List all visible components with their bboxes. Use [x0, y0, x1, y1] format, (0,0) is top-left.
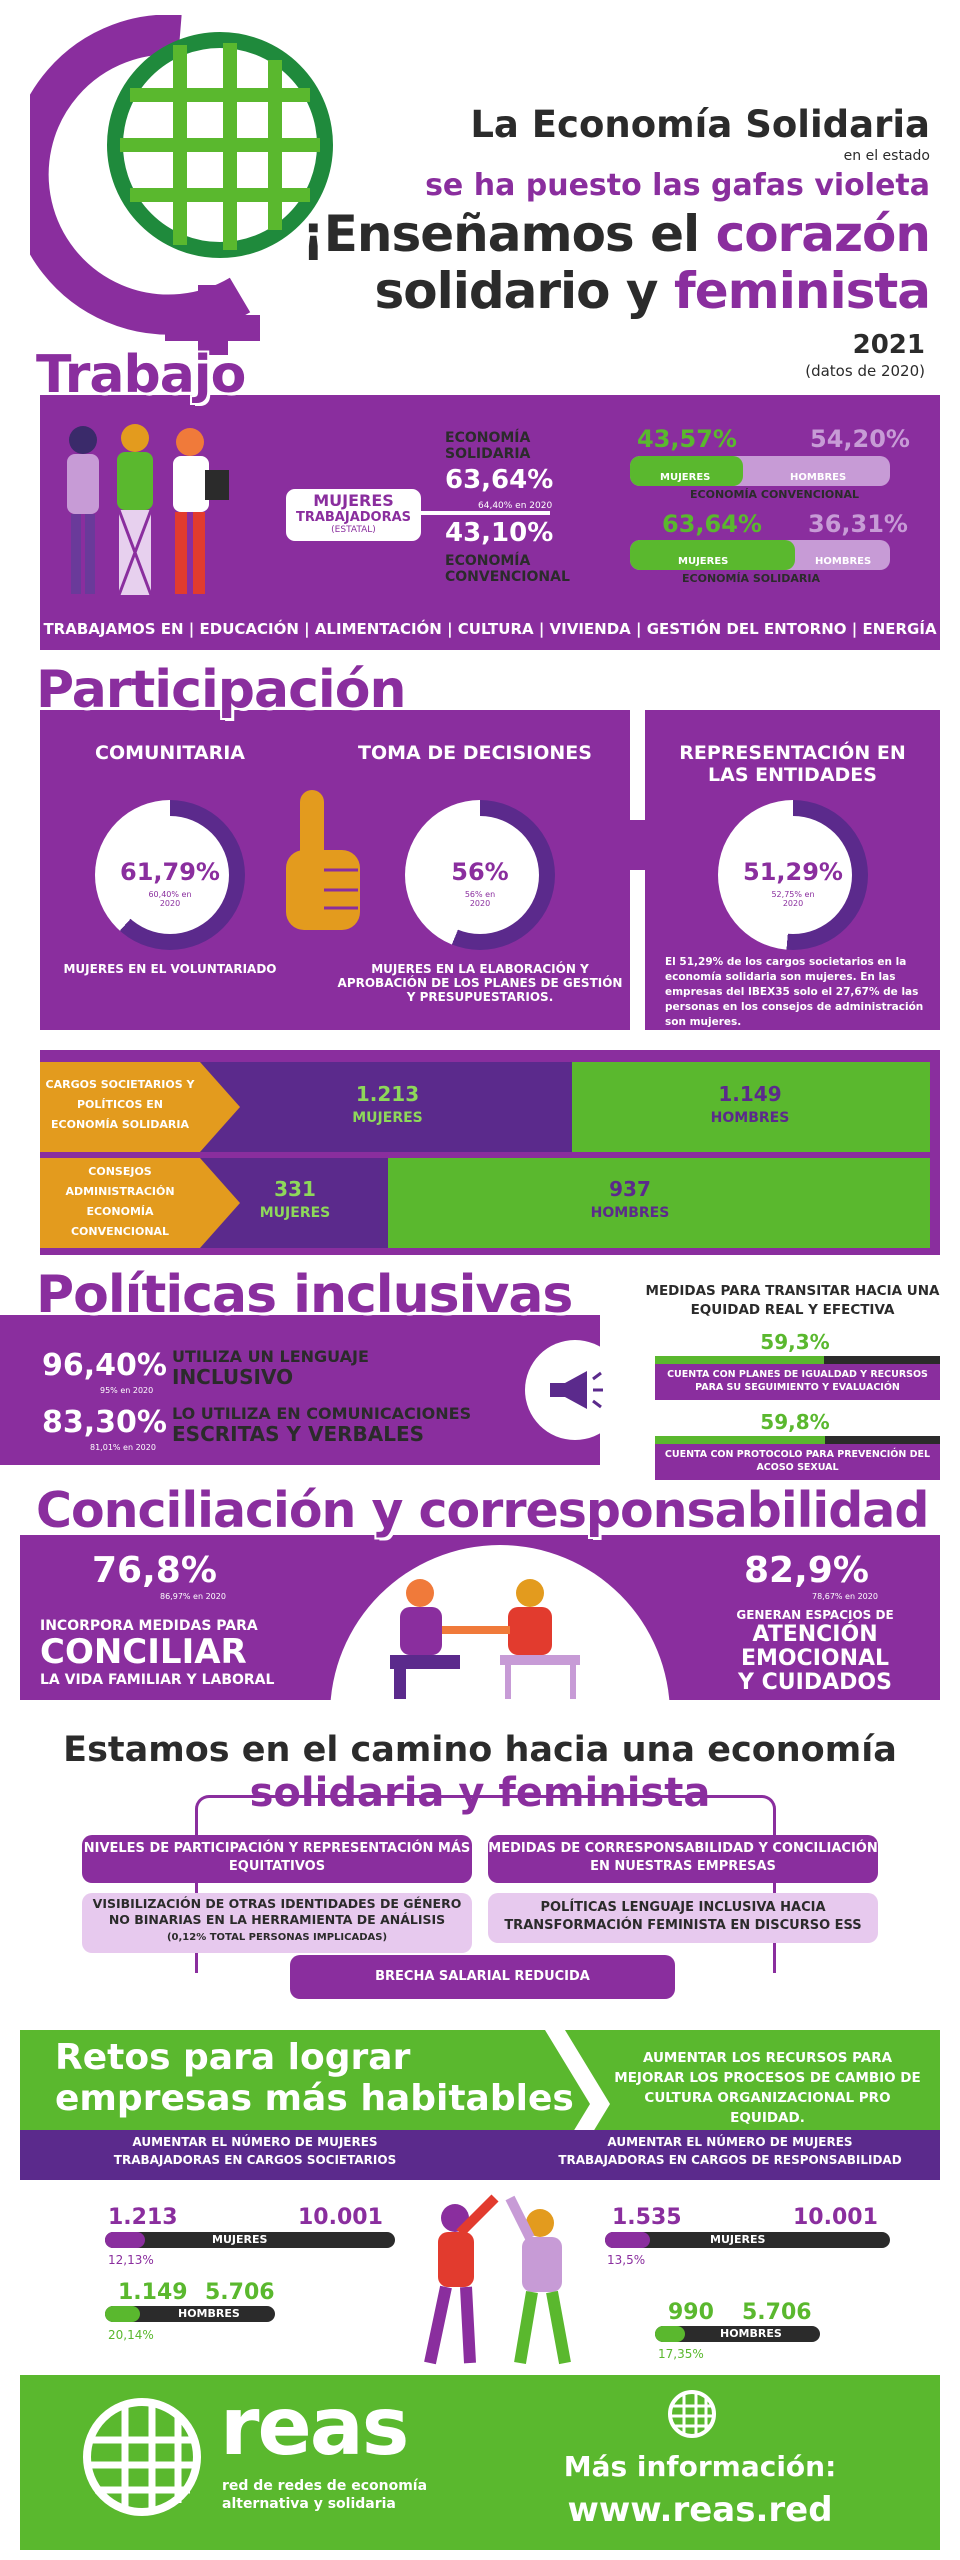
camino-box5: BRECHA SALARIAL REDUCIDA: [290, 1955, 675, 1999]
representacion-title: REPRESENTACIÓN EN LAS ENTIDADES: [679, 742, 906, 786]
conv-women-value: 43,57%: [637, 425, 737, 453]
toma-caption: MUJERES EN LA ELABORACIÓN Y APROBACIÓN DE LOS PLANES DE GESTIÓN Y PRESUPUESTARIOS.: [337, 962, 623, 1004]
retos-right-bar-text: AUMENTAR EL NÚMERO DE MUJERES TRABAJADORAS EN CARGOS DE RESPONSABILIDAD: [558, 2135, 902, 2167]
header-line3: ¡Enseñamos el corazón: [301, 205, 930, 263]
measures-title: MEDIDAS PARA TRANSITAR HACIA UNA EQUIDAD REAL Y EFECTIVA: [645, 1283, 940, 1318]
participacion-bridge: [625, 820, 650, 870]
workers-illustration: [55, 420, 245, 605]
r-men-total: 5.706: [742, 2300, 812, 2325]
globe-icon: [666, 2388, 718, 2440]
r-men-fill: [655, 2326, 685, 2342]
representacion-text: El 51,29% de los cargos societarios en la economía solidaria son mujeres. En las empresas del IBEX35 solo el 27,67% de las personas en los consejos de administración son mujeres.: [665, 956, 924, 1028]
conc-left-value: 76,8%: [92, 1550, 217, 1591]
comunitaria-caption: MUJERES EN EL VOLUNTARIADO: [63, 962, 277, 976]
l-women-fill: [105, 2232, 145, 2248]
sol-men-value: 36,31%: [808, 510, 908, 538]
l-women-pct: 12,13%: [108, 2253, 154, 2267]
conc-left-text-c: LA VIDA FAMILIAR Y LABORAL: [40, 1672, 275, 1688]
row2-men-label: HOMBRES: [590, 1205, 670, 1221]
comunitaria-donut: [95, 800, 245, 950]
l-men-total: 5.706: [205, 2280, 275, 2305]
camino-box2: MEDIDAS DE CORRESPONSABILIDAD Y CONCILIACIÓN EN NUESTRAS EMPRESAS: [488, 1835, 878, 1883]
es-value: 63,64%: [445, 465, 554, 495]
row2-women-label: MUJERES: [259, 1205, 331, 1221]
camino-title-a: Estamos en el camino hacia una economía: [63, 1730, 897, 1770]
pol-stat1-prev: 95% en 2020: [100, 1386, 154, 1395]
m1-value: 59,3%: [760, 1330, 830, 1354]
row2-men-value: 937: [609, 1177, 651, 1201]
pol-stat2-prev: 81,01% en 2020: [90, 1443, 156, 1452]
retos-right-text: AUMENTAR LOS RECURSOS PARA MEJORAR LOS PROCESOS DE CAMBIO DE CULTURA ORGANIZACIONAL PRO EQUIDAD.: [614, 2050, 921, 2126]
r-women-label: MUJERES: [710, 2233, 766, 2246]
m2-box: CUENTA CON PROTOCOLO PARA PREVENCIÓN DEL ACOSO SEXUAL: [655, 1444, 940, 1480]
r-women-pct: 13,5%: [607, 2253, 646, 2267]
retos-left-bar-text: AUMENTAR EL NÚMERO DE MUJERES TRABAJADORAS EN CARGOS SOCIETARIOS: [113, 2135, 397, 2167]
row1-women-bar: [200, 1062, 572, 1152]
m1-box: CUENTA CON PLANES DE IGUALDAD Y RECURSOS PARA SU SEGUIMIENTO Y EVALUACIÓN: [655, 1364, 940, 1400]
l-women-total: 10.001: [298, 2205, 383, 2230]
sol-m-label: HOMBRES: [815, 556, 872, 567]
reas-globe-logo: [80, 2395, 205, 2520]
sectors-line: TRABAJAMOS EN | EDUCACIÓN | ALIMENTACIÓN | CULTURA | VIVIENDA | GESTIÓN DEL ENTORNO | ENERGÍA: [43, 620, 937, 638]
pol-stat2-text-a: LO UTILIZA EN COMUNICACIONES: [172, 1404, 472, 1423]
badge-line3: (ESTATAL): [331, 525, 376, 535]
cheering-people-illustration: [400, 2188, 600, 2368]
comunitaria-prev: 60,40% en 2020: [148, 890, 192, 908]
es-label: ECONOMÍA SOLIDARIA: [445, 430, 531, 462]
pol-stat2-text-b: ESCRITAS Y VERBALES: [172, 1422, 425, 1446]
r-women-value: 1.535: [612, 2205, 682, 2230]
reas-brand: reas: [220, 2380, 408, 2473]
badge-line1: MUJERES: [313, 491, 394, 510]
header-line1: La Economía Solidaria: [470, 103, 930, 146]
conc-right-text-a: GENERAN ESPACIOS DE: [736, 1608, 894, 1622]
header-line1-sub: en el estado: [843, 148, 930, 164]
conc-right-text-c: EMOCIONAL: [740, 1646, 890, 1671]
conv-m-label: HOMBRES: [790, 472, 847, 483]
ec-label: ECONOMÍA CONVENCIONAL: [445, 553, 570, 585]
row1-arrow-over: [200, 1062, 240, 1152]
conv-w-label: MUJERES: [660, 472, 711, 483]
camino-box3: [82, 1893, 472, 1953]
m2-fill: [655, 1436, 825, 1444]
comunitaria-value: 61,79%: [120, 858, 220, 886]
conc-right-prev: 78,67% en 2020: [812, 1592, 878, 1601]
pol-stat1-text-b: INCLUSIVO: [172, 1365, 294, 1389]
l-men-fill: [105, 2306, 140, 2322]
camino-box1: NIVELES DE PARTICIPACIÓN Y REPRESENTACIÓN MÁS EQUITATIVOS: [82, 1835, 472, 1883]
header-line2: se ha puesto las gafas violeta: [425, 168, 930, 203]
camino-box3-text: VISIBILIZACIÓN DE OTRAS IDENTIDADES DE GÉNERO NO BINARIAS EN LA HERRAMIENTA DE ANÁLISIS: [92, 1896, 462, 1927]
megaphone-icon: [545, 1365, 605, 1415]
venus-globe-icon: [30, 15, 360, 365]
r-men-pct: 17,35%: [658, 2347, 704, 2361]
conc-left-text-a: INCORPORA MEDIDAS PARA: [40, 1618, 258, 1634]
r-women-total: 10.001: [793, 2205, 878, 2230]
conc-left-prev: 86,97% en 2020: [160, 1592, 226, 1601]
conc-right-text-d: Y CUIDADOS: [738, 1670, 892, 1695]
badge-connector: [420, 511, 550, 515]
row2-men-bar: [388, 1158, 930, 1248]
row2-women-value: 331: [274, 1177, 316, 1201]
camino-box3-sub: (0,12% TOTAL PERSONAS IMPLICADAS): [166, 1932, 388, 1943]
l-men-value: 1.149: [118, 2280, 188, 2305]
raised-finger-icon: [278, 790, 368, 940]
r-men-value: 990: [668, 2300, 714, 2325]
conc-right-value: 82,9%: [744, 1550, 869, 1591]
year: 2021: [852, 330, 925, 360]
l-men-label: HOMBRES: [178, 2307, 240, 2320]
l-men-pct: 20,14%: [108, 2328, 154, 2342]
women-workers-badge: [283, 486, 424, 544]
row1-men-bar: [572, 1062, 930, 1152]
conv-men-value: 54,20%: [810, 425, 910, 453]
sol-bar: [630, 540, 890, 570]
pol-stat2: 83,30%: [42, 1405, 167, 1440]
row2-label: CONSEJOS ADMINISTRACIÓN ECONOMÍA CONVENCIONAL: [65, 1165, 175, 1238]
sol-w-label: MUJERES: [678, 556, 729, 567]
toma-title: TOMA DE DECISIONES: [358, 742, 592, 764]
conc-left-text-b: CONCILIAR: [40, 1632, 247, 1672]
representacion-prev: 52,75% en 2020: [771, 890, 815, 908]
representacion-value: 51,29%: [743, 858, 843, 886]
website-link[interactable]: www.reas.red: [567, 2490, 833, 2530]
retos-title-b: empresas más habitables: [55, 2078, 574, 2119]
camino-box4: POLÍTICAS LENGUAJE INCLUSIVA HACIA TRANSFORMACIÓN FEMINISTA EN DISCURSO ESS: [488, 1893, 878, 1943]
header: [0, 0, 960, 360]
pol-stat1-text-a: UTILIZA UN LENGUAJE: [172, 1347, 369, 1366]
r-women-fill: [605, 2232, 650, 2248]
reas-sub-a: red de redes de economía: [222, 2478, 428, 2494]
es-prev: 64,40% en 2020: [478, 501, 553, 511]
badge-line2: TRABAJADORAS: [295, 510, 412, 525]
l-women-label: MUJERES: [212, 2233, 268, 2246]
couple-illustration: [360, 1575, 610, 1700]
representacion-donut: [718, 800, 868, 950]
sol-caption: ECONOMÍA SOLIDARIA: [682, 572, 820, 585]
participacion-title: Participación: [36, 660, 406, 720]
header-line4: solidario y feminista: [374, 262, 930, 320]
toma-donut: [405, 800, 555, 950]
m1-fill: [655, 1356, 824, 1364]
conciliacion-title: Conciliación y corresponsabilidad: [36, 1482, 929, 1539]
l-women-value: 1.213: [108, 2205, 178, 2230]
row1-women-label: MUJERES: [352, 1110, 423, 1126]
r-men-label: HOMBRES: [720, 2327, 782, 2340]
comunitaria-title: COMUNITARIA: [95, 742, 245, 764]
row1-women-value: 1.213: [355, 1082, 420, 1106]
more-info-label: Más información:: [563, 2450, 837, 2483]
toma-value: 56%: [451, 858, 509, 886]
politicas-title: Políticas inclusivas: [36, 1265, 573, 1325]
camino-title-b: solidaria y feminista: [249, 1770, 711, 1816]
conv-bar: [630, 456, 890, 486]
reas-sub-b: alternativa y solidaria: [222, 2496, 396, 2512]
row1-label: CARGOS SOCIETARIOS Y POLÍTICOS EN ECONOMÍA SOLIDARIA: [45, 1078, 195, 1131]
toma-prev: 56% en 2020: [464, 890, 496, 908]
m2-value: 59,8%: [760, 1410, 830, 1434]
ec-value: 43,10%: [445, 518, 554, 548]
trabajo-title: Trabajo: [36, 345, 246, 405]
sol-women-value: 63,64%: [662, 510, 762, 538]
row2-arrow: [200, 1158, 240, 1248]
retos-title-a: Retos para lograr: [55, 2037, 411, 2078]
row1-men-value: 1.149: [718, 1082, 782, 1106]
year-note: (datos de 2020): [805, 362, 925, 380]
conc-right-text-b: ATENCIÓN: [752, 1622, 878, 1647]
conv-caption: ECONOMÍA CONVENCIONAL: [690, 488, 859, 501]
pol-stat1: 96,40%: [42, 1348, 167, 1383]
row1-men-label: HOMBRES: [710, 1110, 790, 1126]
